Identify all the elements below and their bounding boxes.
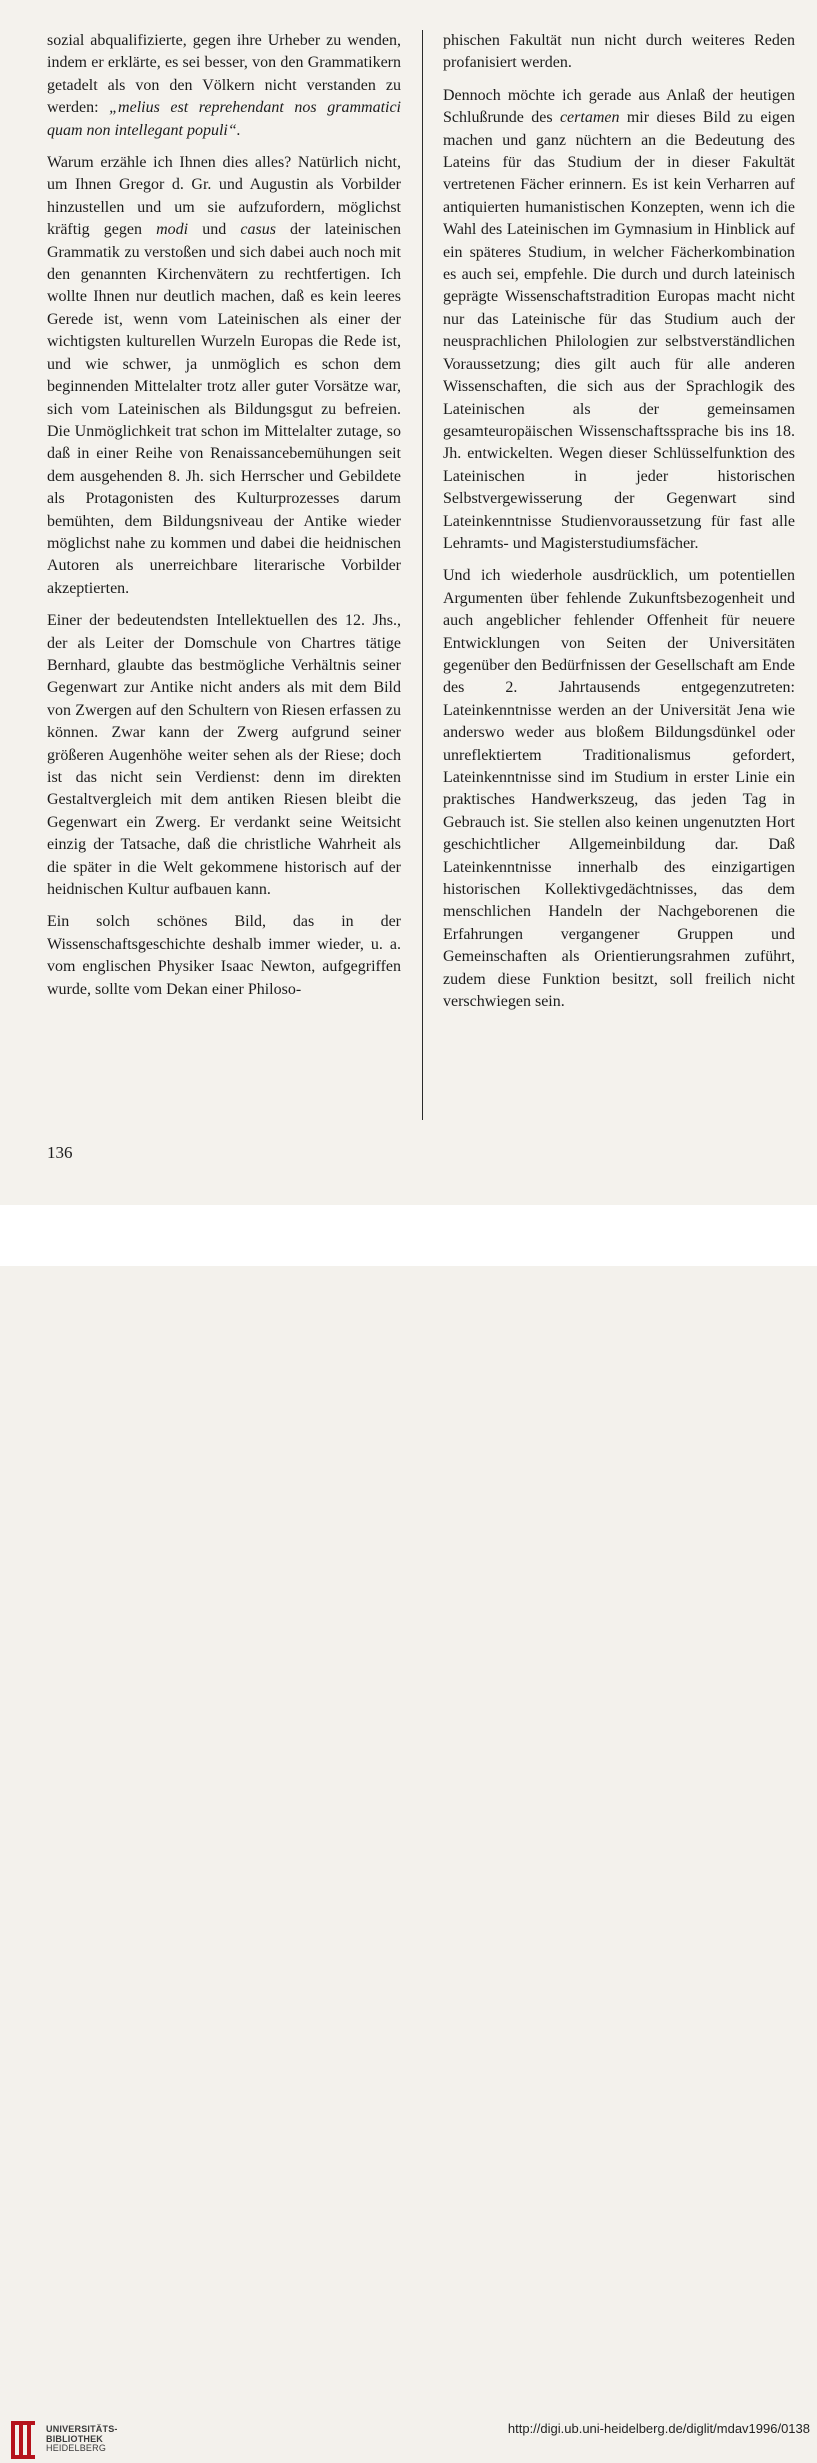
left-column <box>47 30 401 1011</box>
column-divider <box>422 30 423 1120</box>
source-url[interactable]: http://digi.ub.uni-heidelberg.de/diglit/mdav1996/0138 <box>507 2421 810 2436</box>
library-logo-icon <box>9 2419 37 2463</box>
right-column <box>443 30 795 1023</box>
paragraph: Dennoch möchte ich gerade aus Anlaß der heutigen Schlußrunde des certamen mir dieses Bild zu eigen machen und ganz nüchtern an die Bedeutung des Lateins für das Studium der in dieser Fakultät vertretenen Fächer erinnern. Es ist kein Verharren auf antiquierten humanistischen Konzepten, wenn ich die Wahl des Lateinischen im Gymnasium in Hinblick auf ein späteres Studium, in welcher Fächerkombination es auch sei, empfehle. Die durch und durch lateinisch geprägte Wissenschaftstradition Europas macht nicht nur das Lateinische für das Studium auch der neusprachlichen Philologien zur selbstverständlichen Voraussetzung; dies gilt auch für alle anderen Wissenschaften, die sich aus der Sprachlogik des Lateinischen als der gemeinsamen gesamteuropäischen Wissenschaftssprache bis ins 18. Jh. entwickelten. Wegen dieser Schlüsselfunktion des Lateinischen in jeder historischen Selbstvergewisserung der Gegenwart sind Lateinkenntnisse Studienvoraussetzung für fast alle Lehramts- und Magisterstudiumsfächer. <box>443 86 795 552</box>
paragraph: Einer der bedeutendsten Intellektuellen des 12. Jhs., der als Leiter der Domschule von Chartres tätige Bernhard, glaubte das bestmögliche Verhältnis seiner Gegenwart zur Antike nicht anders als mit dem Bild von Zwergen auf den Schultern von Riesen erfassen zu können. Zwar kann der Zwerg aufgrund seiner größeren Augenhöhe weiter sehen als der Riese; doch ist das nicht sein Verdienst: denn im direkten Gestaltvergleich mit dem antiken Riesen bleibt die Gegenwart ein Zwerg. Er verdankt seine Weitsicht einzig der Tatsache, daß die christliche Wahrheit als die später in die Welt gekommene historisch auf der heidnischen Kultur aufbauen kann. <box>47 612 401 899</box>
latin-term-certamen: certamen <box>559 109 620 127</box>
paragraph: sozial abqualifizierte, gegen ihre Urheber zu wenden, indem er erklärte, es sei besser, von den Grammatikern getadelt als von den Völkern nicht verstanden zu werden: „melius est reprehendant nos grammatici quam non intellegant populi“. <box>47 32 402 139</box>
paragraph: Und ich wiederhole ausdrücklich, um potentiellen Argumenten über fehlende Zukunftsbezogenheit und auch angeblicher fehlender Offenheit für neuere Entwicklungen von Seiten der Universitäten gegenüber den Bedürfnissen der Gesellschaft am Ende des 2. Jahrtausends entgegenzutreten: Lateinkenntnisse werden an der Universität Jena wie anderswo weder aus bloßem Bildungsdünkel oder unreflektiertem Traditionalismus gefordert, Lateinkenntnisse sind im Studium in erster Linie ein praktisches Handwerkszeug, das jeden Tag in Gebrauch ist. Sie stellen also keinen ungenutzten Hort geschichtlicher Allgemeinbildung dar. Daß Lateinkenntnisse innerhalb des einzigartigen historischen Kollektivgedächtnisses, das dem menschlichen Handeln der Nachgeborenen die Erfahrungen vergangener Gruppen und Gemeinschaften als Orientierungsrahmen zuführt, zudem diese Funktion besitzt, soll freilich nicht verschwiegen sein. <box>443 567 795 1011</box>
library-name: UNIVERSITÄTS- BIBLIOTHEK HEIDELBERG <box>46 2424 118 2453</box>
paragraph: Warum erzähle ich Ihnen dies alles? Natürlich nicht, um Ihnen Gregor d. Gr. und Augustin als Vorbilder hinzustellen und um sie aufzufordern, möglichst kräftig gegen modi und casus der lateinischen Grammatik zu verstoßen und sich dabei auch noch mit den genannten Kirchenvätern zu rechtfertigen. Ich wollte Ihnen nur deutlich machen, daß es kein leeres Gerede ist, wenn vom Lateinischen als einer der wichtigsten kulturellen Wurzeln Europas die Rede ist, und wie schwer, ja unmöglich es schon dem beginnenden Mittelalter trotz aller guter Vorsätze war, sich vom Lateinischen als Bildungsgut zu befreien. Die Unmöglichkeit trat schon im Mittelalter zutage, so daß in einer Reihe von Renaissancebemühungen seit dem ausgehenden 8. Jh. sich Herrscher und Gebildete als Protagonisten des Kulturprozesses darum bemühten, dem Bildungsniveau der Antike wieder möglichst nahe zu kommen und dabei die heidnischen Autoren als unerreichbare literarische Vorbilder akzeptierten. <box>47 154 402 597</box>
latin-term-casus: casus <box>240 221 276 239</box>
latin-term-modi: modi <box>156 221 189 239</box>
paragraph: phischen Fakultät nun nicht durch weiteres Reden profanisiert werden. <box>443 32 795 72</box>
latin-quote: „melius est reprehendant nos grammatici quam non intellegant populi“. <box>47 99 402 139</box>
paragraph: Ein solch schönes Bild, das in der Wissenschaftsgeschichte deshalb immer wieder, u. a. vom englischen Physiker Isaac Newton, aufgegriffen wurde, sollte vom Dekan einer Philoso- <box>47 913 401 998</box>
page-number: 136 <box>47 1143 73 1162</box>
footer-bar <box>0 1205 817 2453</box>
scanned-page <box>0 0 817 1205</box>
